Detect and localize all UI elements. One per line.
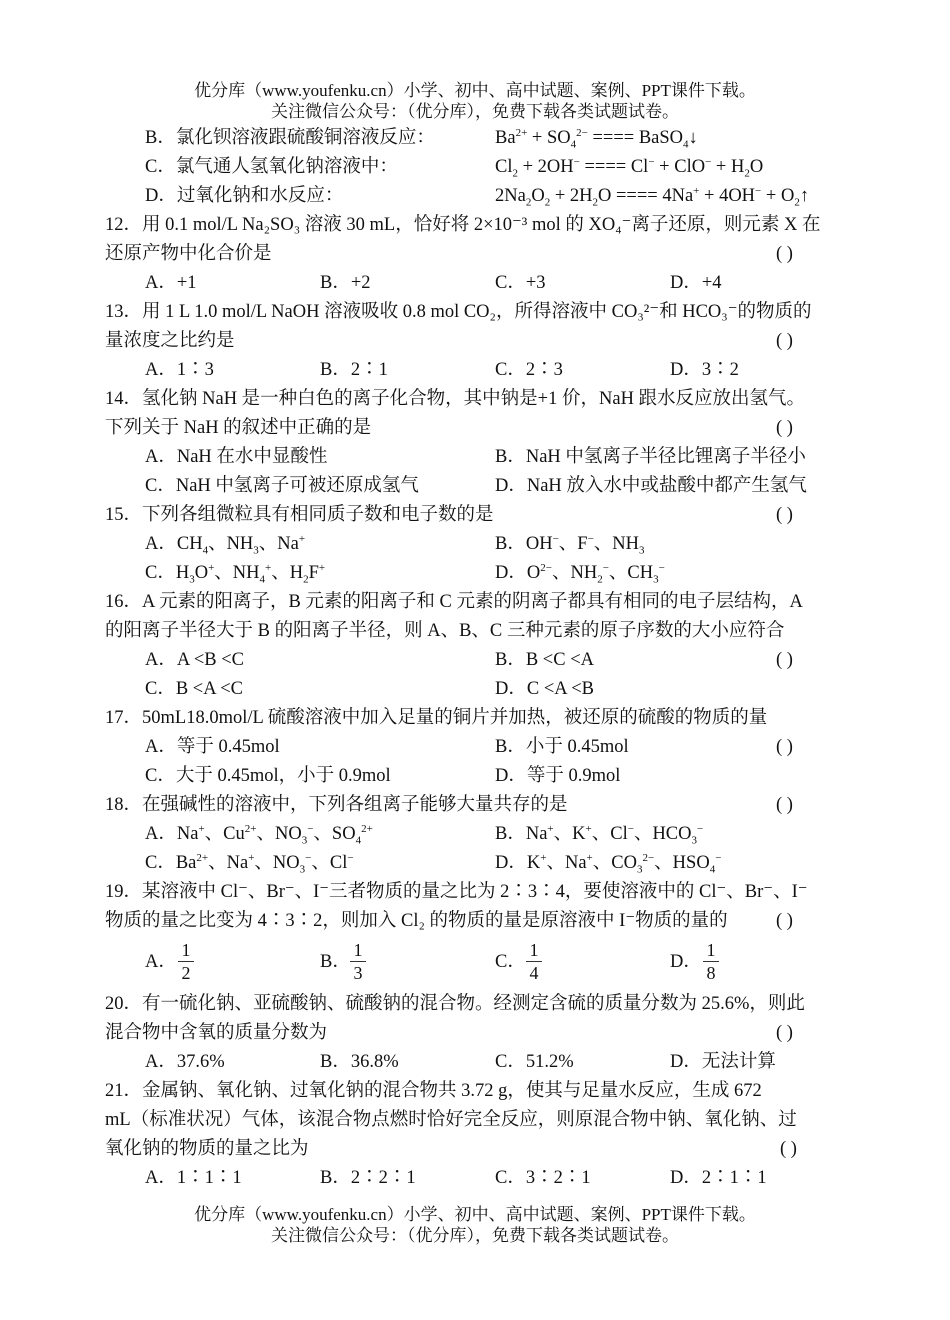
q16-option-a: A．A <B <C — [145, 650, 244, 670]
q19-a-denominator: 2 — [181, 963, 191, 983]
q14-option-c: C．NaH 中氢离子可被还原成氢气 — [145, 476, 419, 496]
q20-option-d: D．无法计算 — [670, 1052, 776, 1072]
q16-option-b: B．B <C <A — [495, 650, 594, 670]
q21-line-3: 氧化钠的物质的量之比为 — [105, 1139, 309, 1159]
q12-line-1: 12．用 0.1 mol/L Na₂SO₃ 溶液 30 mL，恰好将 2×10⁻³ mol 的 XO₄⁻离子还原，则元素 X 在 — [105, 215, 821, 235]
q15-option-b: B．OH−、F−、$NH_3$ — [495, 532, 645, 557]
q19-line-1: 19．某溶液中 Cl⁻、Br⁻、I⁻三者物质的量之比为 2∶3∶4，要使溶液中的 Cl⁻、Br⁻、I⁻ — [105, 882, 808, 902]
q13-line-2: 量浓度之比约是 — [105, 331, 235, 351]
q19-answer-blank: ( ) — [776, 911, 793, 931]
q19-option-c-fraction — [524, 940, 544, 983]
q13-option-b: B．2∶1 — [320, 360, 388, 380]
q12-option-d: D．+4 — [670, 273, 722, 293]
q16-option-d: D．C <A <B — [495, 679, 594, 699]
q21-option-a: A．1∶1∶1 — [145, 1168, 242, 1188]
q16-answer-blank: ( ) — [776, 650, 793, 670]
q19-option-b-label: B． — [320, 952, 351, 972]
q12-line-2: 还原产物中化合价是 — [105, 244, 272, 264]
q19-c-numerator: 1 — [529, 940, 539, 960]
q19-option-b-fraction — [348, 940, 368, 983]
q18-answer-blank: ( ) — [776, 795, 793, 815]
q20-option-a: A．37.6% — [145, 1052, 225, 1072]
q13-option-c: C．2∶3 — [495, 360, 563, 380]
q11-equation-c: $Cl_2 + 2OH^-$ ==== $Cl^- + ClO^- + H_2O$ — [495, 155, 764, 180]
q19-line-2: 物质的量之比变为 4∶3∶2，则加入 Cl₂ 的物质的量是原溶液中 I⁻物质的量的 — [105, 911, 728, 931]
q19-b-numerator: 1 — [353, 940, 363, 960]
q17-option-d: D．等于 0.9mol — [495, 766, 621, 786]
q19-d-numerator: 1 — [706, 940, 716, 960]
header-line-2: 关注微信公众号：（优分库），免费下载各类试题试卷。 — [271, 102, 679, 121]
q20-line-1: 20．有一硫化钠、亚硫酸钠、硫酸钠的混合物。经测定含硫的质量分数为 25.6%，则此 — [105, 994, 805, 1014]
q18-option-b: B．Na+、K+、Cl−、$HCO_3^-$ — [495, 822, 704, 847]
q11-option-c: C．氯气通人氢氧化钠溶液中： — [145, 157, 398, 177]
q17-option-a: A．等于 0.45mol — [145, 737, 280, 757]
q17-option-b: B．小于 0.45mol — [495, 737, 629, 757]
q16-line-2: 的阳离子半径大于 B 的阳离子半径，则 A、B、C 三种元素的原子序数的大小应符合 — [105, 621, 785, 641]
footer-line-1: 优分库（www.youfenku.cn）小学、初中、高中试题、案例、PPT课件下载。 — [194, 1205, 756, 1224]
q18-option-c: C．$Ba^{2+}$、Na+、$NO_3^-$、Cl− — [145, 851, 354, 876]
q13-option-a: A．1∶3 — [145, 360, 214, 380]
q19-c-denominator: 4 — [529, 963, 539, 983]
q14-option-d: D．NaH 放入水中或盐酸中都产生氢气 — [495, 476, 807, 496]
q14-line-2: 下列关于 NaH 的叙述中正确的是 — [105, 418, 372, 438]
q11-option-d: D．过氧化钠和水反应： — [145, 186, 344, 206]
q18-option-a: A．Na+、$Cu^{2+}$、$NO_3^-$、$SO_4^{2+}$ — [145, 822, 373, 847]
q14-line-1: 14．氢化钠 NaH 是一种白色的离子化合物，其中钠是+1 价，NaH 跟水反应放出氢气。 — [105, 389, 806, 409]
q21-option-b: B．2∶2∶1 — [320, 1168, 416, 1188]
q17-option-c: C．大于 0.45mol，小于 0.9mol — [145, 766, 391, 786]
q16-line-1: 16．A 元素的阳离子，B 元素的阳离子和 C 元素的阴离子都具有相同的电子层结构，A — [105, 592, 803, 612]
q11-equation-b: $Ba^{2+} + SO_4^{2-}$ ==== BaSO$_4$↓ — [495, 126, 698, 151]
q16-option-c: C．B <A <C — [145, 679, 243, 699]
q13-line-1: 13．用 1 L 1.0 mol/L NaOH 溶液吸收 0.8 mol CO₂，所得溶液中 CO₃²⁻和 HCO₃⁻的物质的 — [105, 302, 812, 322]
q13-answer-blank: ( ) — [776, 331, 793, 351]
q20-option-c: C．51.2% — [495, 1052, 574, 1072]
q19-d-denominator: 8 — [706, 963, 716, 983]
q20-answer-blank: ( ) — [776, 1023, 793, 1043]
q21-line-2: mL（标准状况）气体，该混合物点燃时恰好完全反应，则原混合物中钠、氧化钠、过 — [105, 1110, 797, 1130]
q15-answer-blank: ( ) — [776, 505, 793, 525]
q14-option-a: A．NaH 在水中显酸性 — [145, 447, 328, 467]
q17-answer-blank: ( ) — [776, 737, 793, 757]
q19-option-a-fraction — [176, 940, 196, 983]
q13-option-d: D．3∶2 — [670, 360, 739, 380]
q14-option-b: B．NaH 中氢离子半径比锂离子半径小 — [495, 447, 806, 467]
q14-answer-blank: ( ) — [776, 418, 793, 438]
q18-line-1: 18．在强碱性的溶液中，下列各组离子能够大量共存的是 — [105, 795, 568, 815]
q19-a-numerator: 1 — [181, 940, 191, 960]
q20-option-b: B．36.8% — [320, 1052, 399, 1072]
header-line-1: 优分库（www.youfenku.cn）小学、初中、高中试题、案例、PPT课件下载。 — [194, 81, 756, 100]
q19-option-d-label: D． — [670, 952, 702, 972]
q21-answer-blank: ( ) — [780, 1139, 797, 1159]
q19-b-denominator: 3 — [353, 963, 363, 983]
q17-line-1: 17．50mL18.0mol/L 硫酸溶液中加入足量的铜片并加热，被还原的硫酸的物质的量 — [105, 708, 768, 728]
q12-option-c: C．+3 — [495, 273, 546, 293]
q18-option-d: D．K+、Na+、$CO_3^{2-}$、$HSO_4^-$ — [495, 851, 722, 876]
q19-option-c-label: C． — [495, 952, 526, 972]
q11-option-b: B．氯化钡溶液跟硫酸铜溶液反应： — [145, 128, 435, 148]
q21-option-c: C．3∶2∶1 — [495, 1168, 591, 1188]
q11-equation-d: $2Na_2O_2 + 2H_2O$ ==== $4Na^+ + 4OH^- + O_2↑$ — [495, 184, 810, 209]
q21-option-d: D．2∶1∶1 — [670, 1168, 767, 1188]
footer-line-2: 关注微信公众号：（优分库），免费下载各类试题试卷。 — [271, 1226, 679, 1245]
q19-option-a-label: A． — [145, 952, 177, 972]
q15-option-a: A．$CH_4$、$NH_3$、Na+ — [145, 532, 306, 557]
q12-option-b: B．+2 — [320, 273, 371, 293]
q15-line-1: 15．下列各组微粒具有相同质子数和电子数的是 — [105, 505, 494, 525]
q15-option-d: D．$O^{2-}$、$NH_2^-$、$CH_3^-$ — [495, 561, 665, 586]
q12-answer-blank: ( ) — [776, 244, 793, 264]
q19-option-d-fraction — [701, 940, 721, 983]
q12-option-a: A．+1 — [145, 273, 197, 293]
q21-line-1: 21．金属钠、氧化钠、过氧化钠的混合物共 3.72 g，使其与足量水反应，生成 672 — [105, 1081, 762, 1101]
q20-line-2: 混合物中含氧的质量分数为 — [105, 1023, 328, 1043]
q15-option-c: C．$H_3O^+$、$NH_4^+$、$H_2F^+$ — [145, 561, 326, 586]
